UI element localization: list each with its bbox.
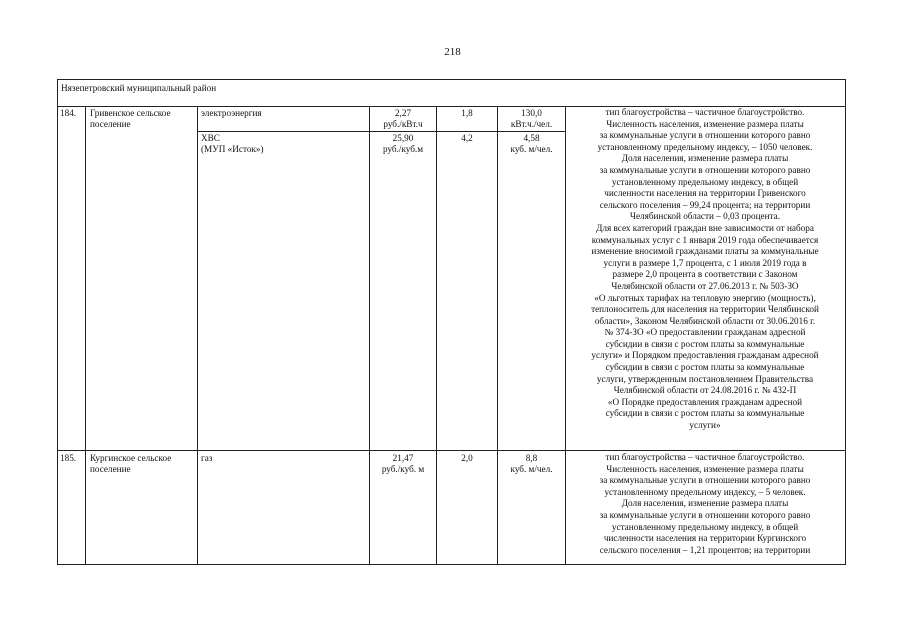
service-divider	[197, 131, 565, 132]
description-line: установленному предельному индексу, – 5 человек.	[604, 486, 806, 497]
service-name: газ	[201, 453, 213, 463]
description-line: за коммунальные услуги в отношении которого равно	[599, 509, 811, 520]
description-line: Численность населения, изменение размера платы	[606, 118, 804, 129]
description-line: субсидии в связи с ростом платы за коммунальные	[605, 408, 805, 419]
description-line: Челябинской области от 24.08.2016 г. № 432-П	[613, 385, 797, 396]
description-line: № 374-ЗО «О предоставлении гражданам адресной	[604, 327, 806, 338]
description-line: услуги, утвержденным постановлением Правительства	[596, 373, 814, 384]
settlement-name-line: поселение	[90, 464, 131, 474]
description-line: численности населения на территории Гривенского	[604, 188, 806, 199]
district-header: Нязепетровский муниципальный район	[61, 83, 217, 93]
description-line: услуги» и Порядком предоставления гражданам адресной	[591, 350, 819, 361]
settlement-name-line: поселение	[90, 119, 131, 129]
tariff-unit: руб./куб.м	[382, 144, 424, 154]
norm-unit: кВт.ч./чел.	[510, 119, 553, 129]
tariff-value: 21,47	[392, 453, 414, 463]
description-line: установленному предельному индексу, в общей	[611, 521, 799, 532]
row-number: 184.	[60, 108, 77, 118]
description-line: сельского поселения – 1,21 процентов; на территории	[599, 544, 811, 555]
description-line: тип благоустройства – частичное благоустройство.	[605, 452, 805, 462]
description-line: Челябинской области от 27.06.2013 г. № 503-ЗО	[611, 280, 799, 291]
col-divider	[436, 106, 437, 564]
description-line: изменение вносимой гражданами платы за коммунальные	[591, 246, 819, 257]
col-divider	[85, 106, 86, 564]
description-line: услуги»	[689, 420, 721, 431]
description-line: сельского поселения – 99,24 процента; на территории	[599, 199, 811, 210]
description-line: субсидии в связи с ростом платы за коммунальные	[605, 362, 805, 373]
description-line: теплоноситель для населения на территории Челябинской	[591, 304, 819, 315]
norm-unit: куб. м/чел.	[510, 464, 553, 474]
description-line: «О льготных тарифах на тепловую энергию (мощность),	[594, 292, 816, 303]
tariff-unit: руб./кВт.ч	[383, 119, 423, 129]
description-line: установленному предельному индексу, в общей	[611, 176, 799, 187]
description-line: за коммунальные услуги в отношении которого равно	[599, 475, 811, 486]
description-line: Численность населения, изменение размера платы	[606, 463, 804, 474]
description-line: Челябинской области – 0,03 процента.	[629, 211, 781, 222]
settlement-name-line: Кургинское сельское	[90, 453, 172, 463]
index-value: 2,0	[461, 453, 473, 463]
norm-value: 4,58	[523, 133, 540, 143]
service-name: электроэнергия	[201, 108, 262, 118]
service-name: ХВС	[201, 133, 220, 143]
norm-unit: куб. м/чел.	[510, 144, 553, 154]
service-name: (МУП «Исток»)	[201, 144, 264, 154]
description-line: размере 2,0 процента в соответствии с Законом	[612, 269, 798, 280]
col-divider	[197, 106, 198, 564]
description-line: услуги в размере 1,7 процента, с 1 июля 2019 года в	[603, 257, 807, 268]
tariff-value: 2,27	[394, 108, 412, 118]
description-line: за коммунальные услуги в отношении которого равно	[599, 130, 811, 141]
tariff-unit: руб./куб. м	[381, 464, 425, 474]
index-value: 4,2	[461, 133, 473, 143]
row-divider	[58, 450, 845, 451]
norm-value: 130,0	[521, 108, 542, 118]
description-block	[566, 107, 844, 432]
description-line: субсидии в связи с ростом платы за коммунальные	[605, 338, 805, 349]
description-line: тип благоустройства – частичное благоустройство.	[605, 107, 805, 117]
page-number: 218	[444, 46, 461, 58]
index-value: 1,8	[461, 108, 473, 118]
description-line: за коммунальные услуги в отношении которого равно	[599, 164, 811, 175]
row-number: 185.	[60, 453, 77, 463]
description-line: области», Законом Челябинской области от 30.06.2016 г.	[594, 315, 816, 326]
description-block	[566, 452, 844, 556]
col-divider	[497, 106, 498, 564]
tariff-value: 25,90	[392, 133, 414, 143]
description-line: коммунальных услуг с 1 января 2019 года обеспечивается	[591, 234, 819, 245]
description-line: установленному предельному индексу, – 1050 человек.	[597, 141, 813, 152]
description-line: Для всех категорий граждан вне зависимости от набора	[596, 222, 814, 233]
description-line: Доля населения, изменение размера платы	[621, 153, 789, 164]
description-line: Доля населения, изменение размера платы	[621, 498, 789, 509]
col-divider	[369, 106, 370, 564]
settlement-name-line: Гривенское сельское	[90, 108, 171, 118]
description-line: «О Порядке предоставления гражданам адресной	[607, 396, 803, 407]
norm-value: 8,8	[525, 453, 538, 463]
description-line: численности населения на территории Кургинского	[603, 533, 807, 544]
